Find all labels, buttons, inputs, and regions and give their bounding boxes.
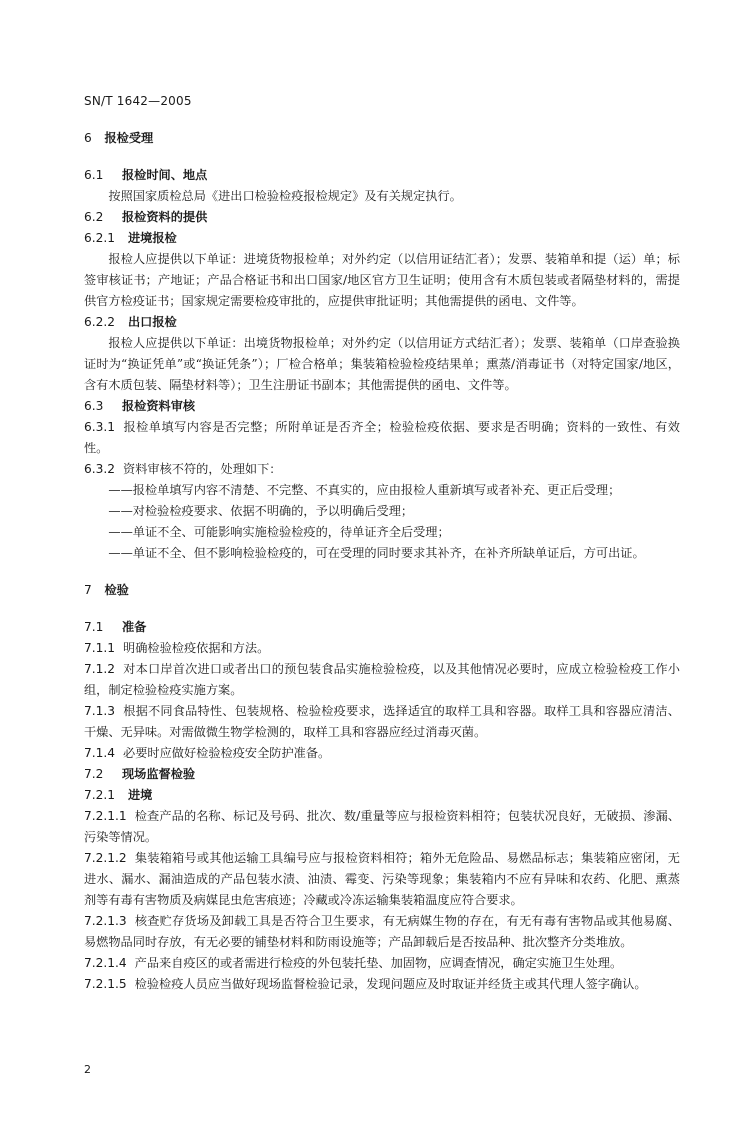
section-number: 6.2.1 <box>84 231 116 245</box>
section-7-2-1-3 <box>84 911 680 953</box>
paragraph-text: 资料审核不符的，处理如下： <box>123 462 282 476</box>
section-title: 检验 <box>104 583 129 597</box>
section-7-1-4 <box>84 743 680 764</box>
section-number: 7.2.1.2 <box>84 851 127 865</box>
section-number: 6.3 <box>84 399 104 413</box>
section-number: 7.1.2 <box>84 662 116 676</box>
section-number: 7.1.1 <box>84 641 116 655</box>
paragraph-text: 报检单填写内容是否完整；所附单证是否齐全；检验检疫依据、要求是否明确；资料的一致性、有效性。 <box>84 420 680 455</box>
paragraph-text: 对本口岸首次进口或者出口的预包装食品实施检验检疫，以及其他情况必要时，应成立检验检疫工作小组，制定检验检疫实施方案。 <box>84 662 680 697</box>
section-7-1-1 <box>84 638 680 659</box>
paragraph-text: 根据不同食品特性、包装规格、检验检疫要求，选择适宜的取样工具和容器。取样工具和容器应清洁、干燥、无异味。对需做微生物学检测的，取样工具和容器应经过消毒灭菌。 <box>84 704 680 739</box>
section-7-1-heading <box>84 617 680 638</box>
section-title: 进境 <box>128 788 153 802</box>
section-7-1-2 <box>84 659 680 701</box>
section-number: 7.1 <box>84 620 104 634</box>
section-title: 报检资料的提供 <box>122 210 208 224</box>
section-number: 7.2 <box>84 767 104 781</box>
section-number: 7.2.1.3 <box>84 914 127 928</box>
page-content <box>84 128 680 995</box>
section-7-2-1-heading <box>84 785 680 806</box>
section-6-2-heading <box>84 207 680 228</box>
section-number: 7.1.4 <box>84 746 116 760</box>
section-6-1-heading <box>84 165 680 186</box>
section-number: 6.3.2 <box>84 462 116 476</box>
section-title: 报检资料审核 <box>122 399 196 413</box>
section-title: 现场监督检验 <box>122 767 196 781</box>
section-6-heading <box>84 128 680 149</box>
section-number: 6.2.2 <box>84 315 116 329</box>
section-7-2-heading <box>84 764 680 785</box>
section-7-2-1-2 <box>84 848 680 911</box>
section-6-3-2 <box>84 459 680 480</box>
section-number: 6.3.1 <box>84 420 116 434</box>
section-6-2-1-text: 报检人应提供以下单证：进境货物报检单；对外约定（以信用证结汇者）；发票、装箱单和提（运）单；标签审核证书；产地证；产品合格证书和出口国家/地区官方卫生证明；使用含有木质包装或者隔垫材料的，需提供官方检疫证书；国家规定需要检疫审批的，应提供审批证明；其他需提供的函电、文件等。 <box>84 252 680 308</box>
paragraph-text: 集装箱箱号或其他运输工具编号应与报检资料相符；箱外无危险品、易燃品标志；集装箱应密闭，无进水、漏水、漏油造成的产品包装水渍、油渍、霉变、污染等现象；集装箱内不应有异味和农药、化肥、熏蒸剂等有毒有害物质及病媒昆虫危害痕迹；冷藏或冷冻运输集装箱温度应符合要求。 <box>84 851 680 907</box>
section-7-2-1-4 <box>84 953 680 974</box>
section-6-3-1 <box>84 417 680 459</box>
section-number: 7.2.1 <box>84 788 116 802</box>
section-number: 7.2.1.5 <box>84 977 127 991</box>
section-number: 6.2 <box>84 210 104 224</box>
section-7-1-3 <box>84 701 680 743</box>
paragraph-text: 明确检验检疫依据和方法。 <box>123 641 270 655</box>
list-item: ——对检验检疫要求、依据不明确的，予以明确后受理； <box>108 504 414 518</box>
list-item: ——报检单填写内容不清楚、不完整、不真实的，应由报检人重新填写或者补充、更正后受理； <box>108 483 621 497</box>
section-number: 7 <box>84 583 92 597</box>
section-7-heading <box>84 580 680 601</box>
page-number: 2 <box>84 1063 91 1076</box>
section-number: 7.1.3 <box>84 704 116 718</box>
section-title: 准备 <box>122 620 147 634</box>
section-6-2-2-heading <box>84 312 680 333</box>
section-6-2-1-heading <box>84 228 680 249</box>
section-title: 报检受理 <box>104 131 154 145</box>
paragraph-text: 产品来自疫区的或者需进行检疫的外包装托垫、加固物，应调查情况，确定实施卫生处理。 <box>134 956 623 970</box>
section-7-2-1-5 <box>84 974 680 995</box>
list-item: ——单证不全、但不影响检验检疫的，可在受理的同时要求其补齐，在补齐所缺单证后，方可出证。 <box>108 546 645 560</box>
paragraph-text: 必要时应做好检验检疫安全防护准备。 <box>123 746 331 760</box>
section-6-3-heading <box>84 396 680 417</box>
section-6-1-text: 按照国家质检总局《进出口检验检疫报检规定》及有关规定执行。 <box>108 189 462 203</box>
paragraph-text: 核查贮存货场及卸载工具是否符合卫生要求，有无病媒生物的存在，有无有毒有害物品或其他易腐、易燃物品同时存放，有无必要的铺垫材料和防雨设施等；产品卸载后是否按品种、批次整齐分类堆放。 <box>84 914 680 949</box>
section-title: 出口报检 <box>128 315 177 329</box>
section-7-2-1-1 <box>84 806 680 848</box>
paragraph-text: 检查产品的名称、标记及号码、批次、数/重量等应与报检资料相符；包装状况良好，无破损、渗漏、污染等情况。 <box>84 809 680 844</box>
section-title: 报检时间、地点 <box>122 168 208 182</box>
section-number: 6 <box>84 131 92 145</box>
list-item: ——单证不全、可能影响实施检验检疫的，待单证齐全后受理； <box>108 525 450 539</box>
section-6-2-2-text: 报检人应提供以下单证：出境货物报检单；对外约定（以信用证方式结汇者）；发票、装箱单（口岸查验换证时为“换证凭单”或“换证凭条”）；厂检合格单；集装箱检验检疫结果单；熏蒸/消毒证书（对特定国家/地区，含有木质包装、隔垫材料等）；卫生注册证书副本；其他需提供的函电、文件等。 <box>84 336 680 392</box>
section-number: 7.2.1.1 <box>84 809 127 823</box>
section-title: 进境报检 <box>128 231 177 245</box>
section-number: 6.1 <box>84 168 104 182</box>
standard-number-header: SN/T 1642—2005 <box>84 94 192 108</box>
paragraph-text: 检验检疫人员应当做好现场监督检验记录，发现问题应及时取证并经货主或其代理人签字确认。 <box>134 977 647 991</box>
section-number: 7.2.1.4 <box>84 956 127 970</box>
